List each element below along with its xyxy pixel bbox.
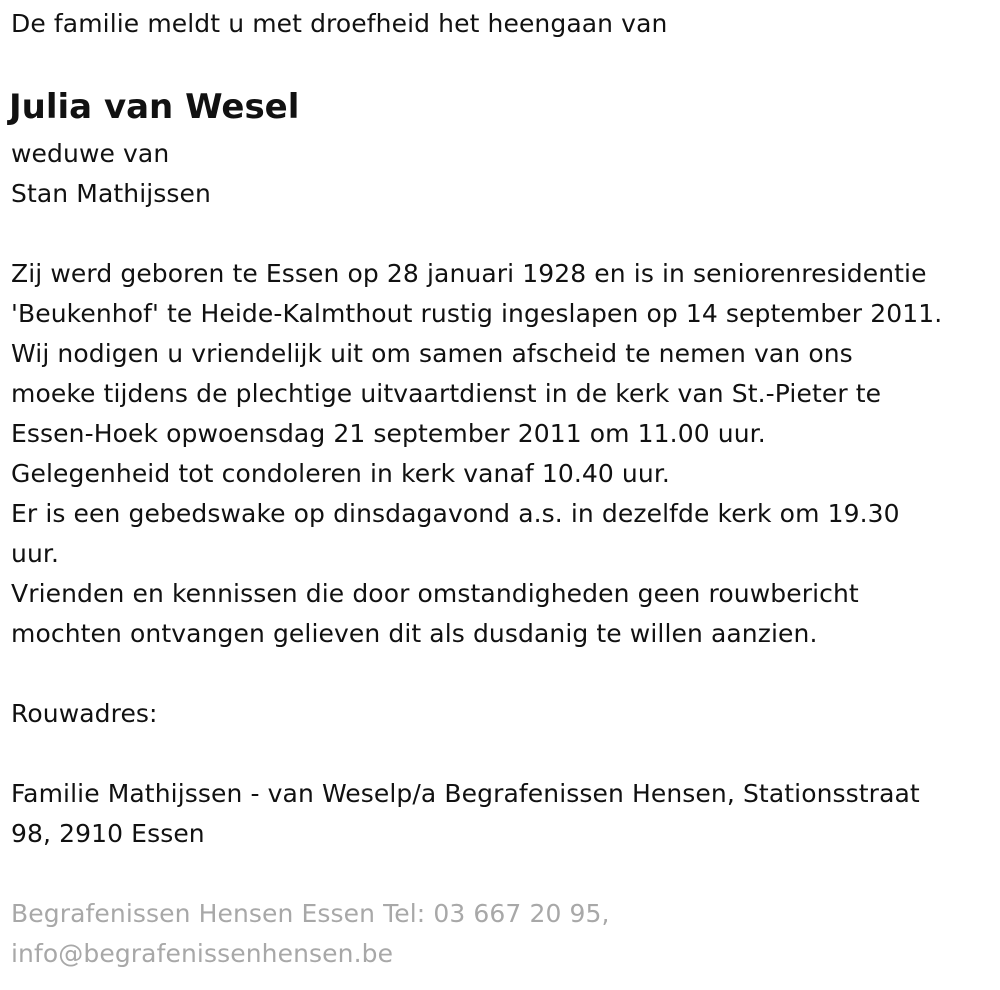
spouse-name: Stan Mathijssen bbox=[11, 179, 211, 208]
address-label: Rouwadres: bbox=[11, 699, 158, 728]
body-line: Wij nodigen u vriendelijk uit om samen afscheid te nemen van ons bbox=[11, 339, 853, 368]
body-line: Gelegenheid tot condoleren in kerk vanaf 10.40 uur. bbox=[11, 459, 670, 488]
address-line: 98, 2910 Essen bbox=[11, 819, 205, 848]
footer-line: Begrafenissen Hensen Essen Tel: 03 667 20 95, bbox=[11, 899, 610, 928]
relation-text: weduwe van bbox=[11, 139, 170, 168]
intro-text: De familie meldt u met droefheid het heengaan van bbox=[11, 9, 668, 38]
body-line: 'Beukenhof' te Heide-Kalmthout rustig ingeslapen op 14 september 2011. bbox=[11, 299, 943, 328]
body-line: Zij werd geboren te Essen op 28 januari 1928 en is in seniorenresidentie bbox=[11, 259, 927, 288]
deceased-name: Julia van Wesel bbox=[9, 87, 300, 127]
address-line: Familie Mathijssen - van Weselp/a Begrafenissen Hensen, Stationsstraat bbox=[11, 779, 920, 808]
body-line: moeke tijdens de plechtige uitvaartdienst in de kerk van St.-Pieter te bbox=[11, 379, 882, 408]
footer-email: info@begrafenissenhensen.be bbox=[11, 939, 394, 968]
body-line: uur. bbox=[11, 539, 60, 568]
body-line: Essen-Hoek opwoensdag 21 september 2011 om 11.00 uur. bbox=[11, 419, 766, 448]
body-line: Er is een gebedswake op dinsdagavond a.s. in dezelfde kerk om 19.30 bbox=[11, 499, 900, 528]
body-line: Vrienden en kennissen die door omstandigheden geen rouwbericht bbox=[11, 579, 859, 608]
body-line: mochten ontvangen gelieven dit als dusdanig te willen aanzien. bbox=[11, 619, 818, 648]
